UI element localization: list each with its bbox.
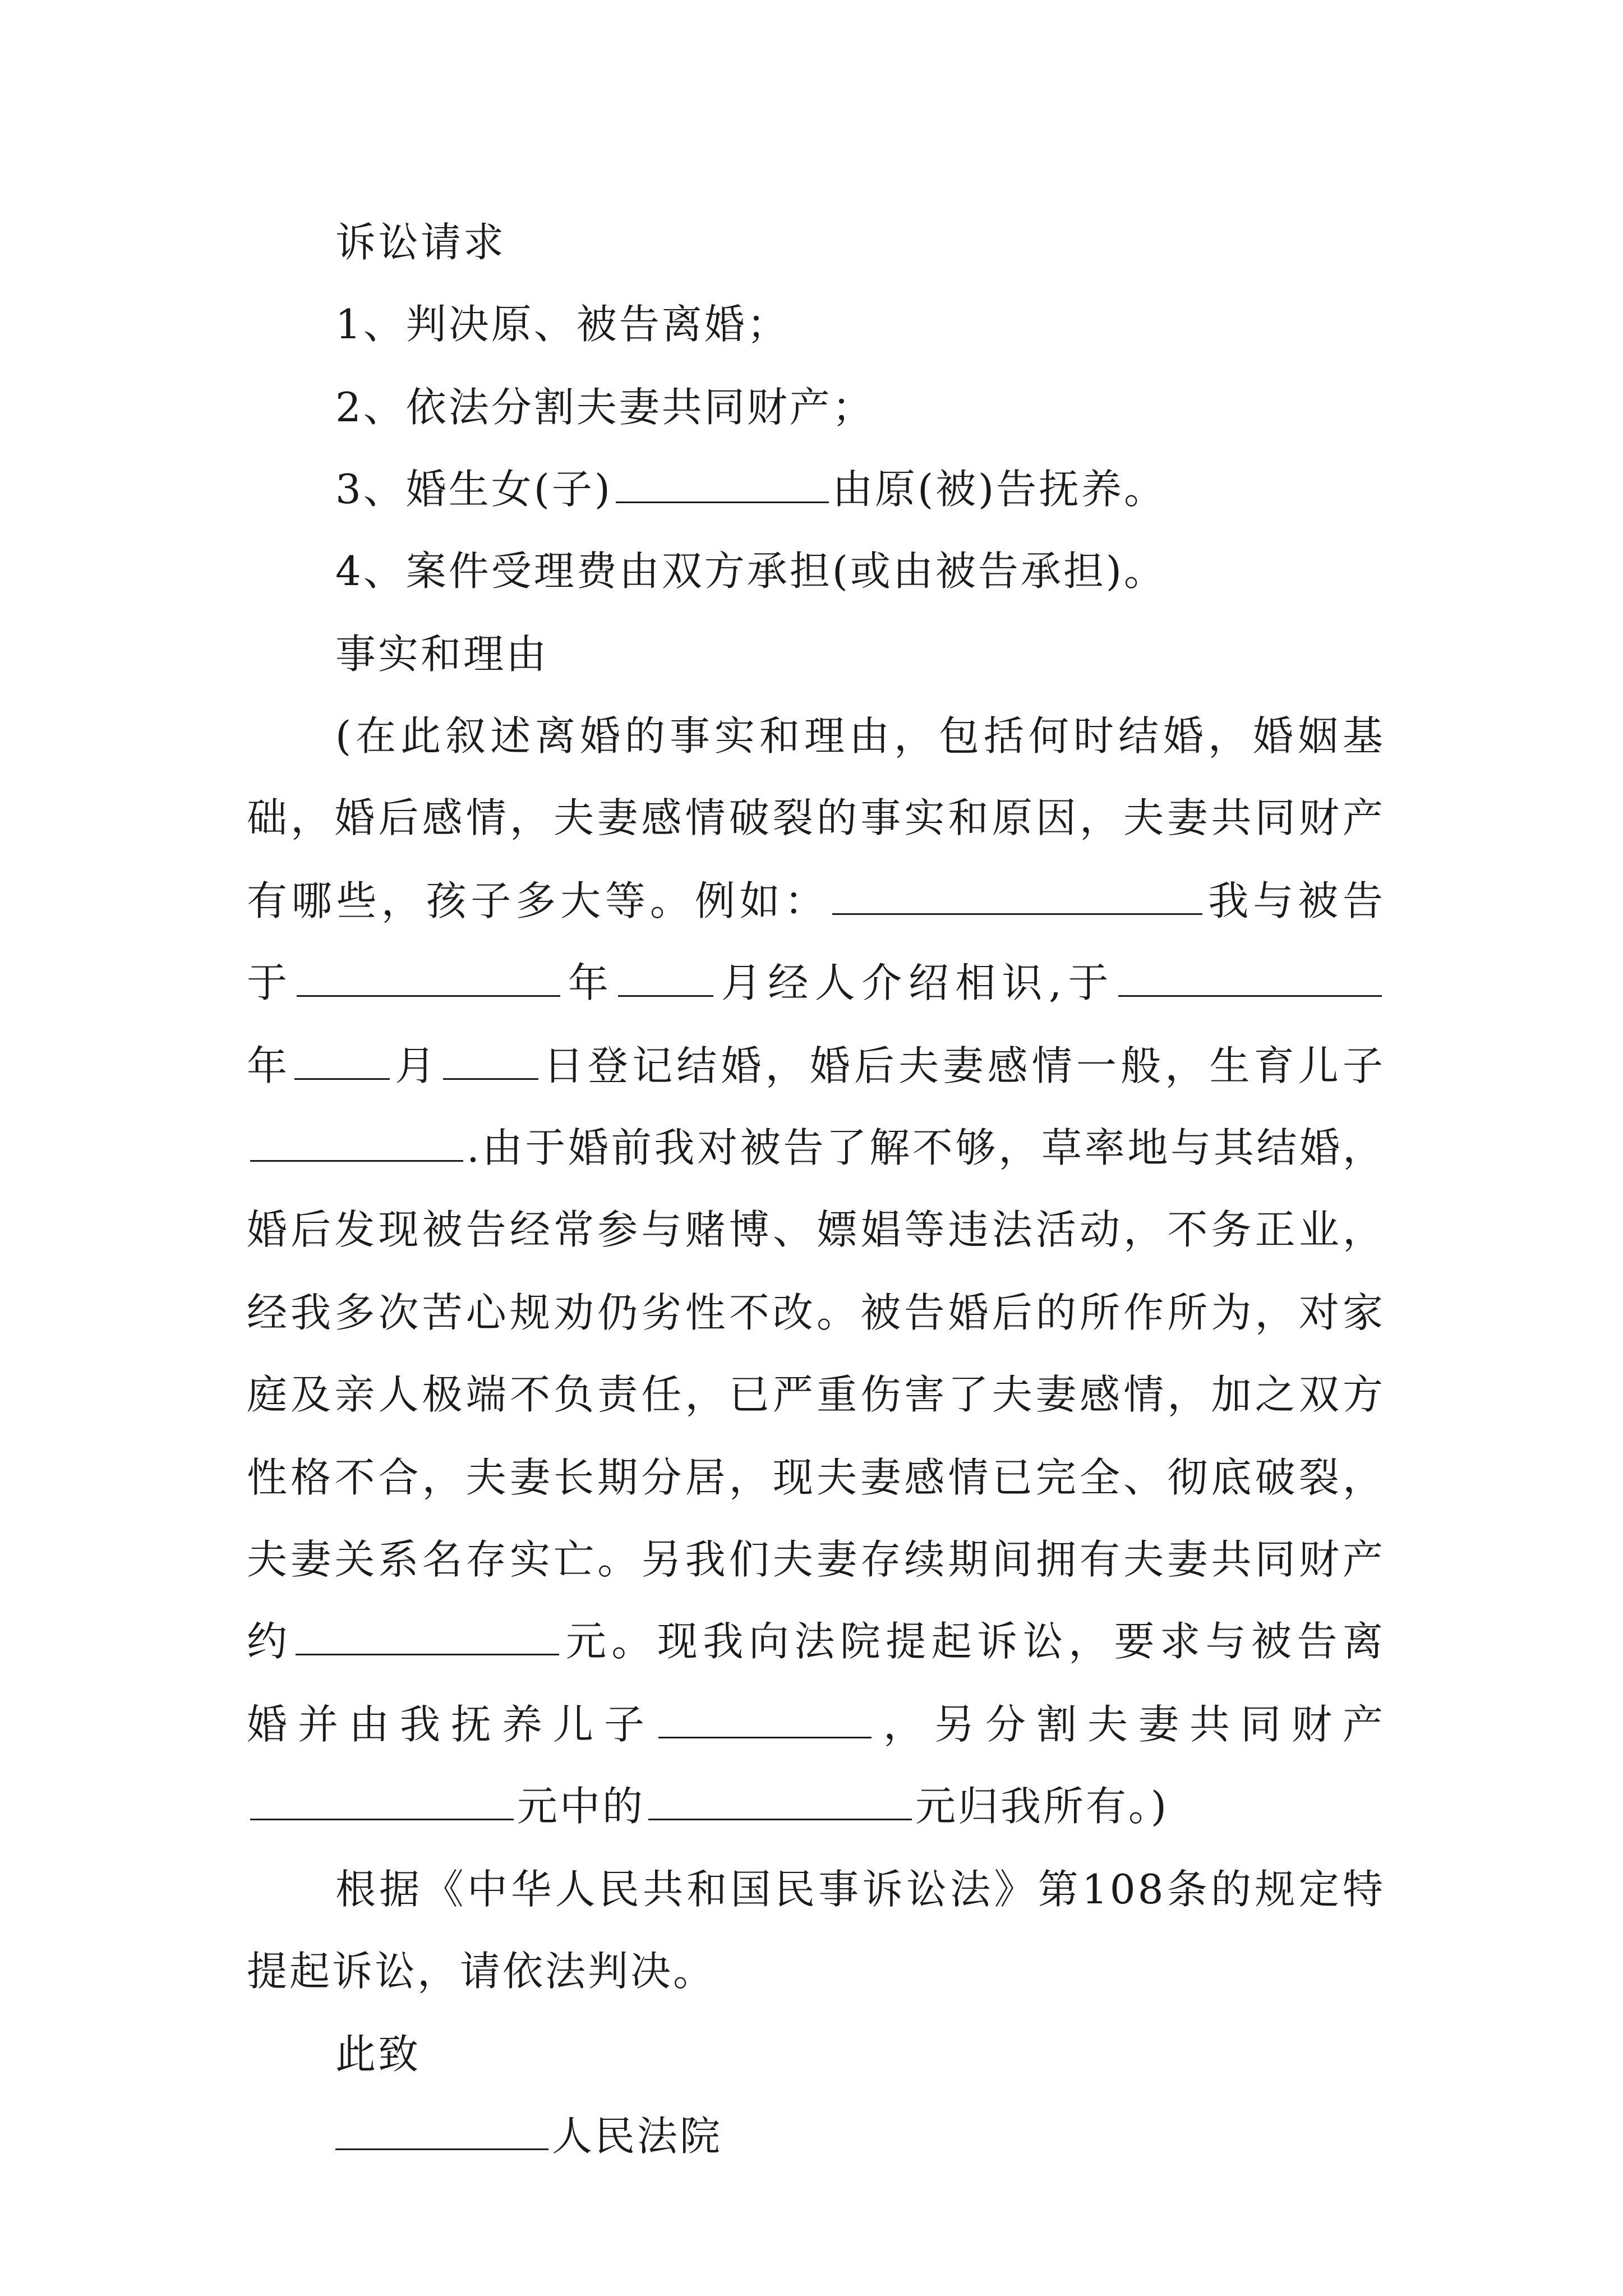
- custody-son-blank[interactable]: [658, 1696, 872, 1738]
- facts-line-10: 性格不合，夫妻长期分居，现夫妻感情已完全、彻底破裂，: [247, 1454, 1385, 1501]
- facts-line-2: 础，婚后感情，夫妻感情破裂的事实和原因，夫妻共同财产: [247, 794, 1385, 841]
- total-property-blank[interactable]: [250, 1778, 514, 1820]
- facts-line-12: 约 元。现我向法院提起诉讼，要求与被告离: [247, 1608, 1385, 1675]
- son-name-blank[interactable]: [250, 1120, 463, 1162]
- facts-heading: 事实和理由: [335, 631, 549, 678]
- claim-item-4: 4、案件受理费由双方承担(或由被告承担)。: [335, 547, 1166, 595]
- claim-item-2: 2、依法分割夫妻共同财产；: [335, 384, 875, 431]
- property-amount-blank[interactable]: [296, 1613, 559, 1655]
- facts-line-13: 婚并由我抚养儿子 ，另分割夫妻共同财产: [247, 1691, 1385, 1758]
- claims-heading: 诉讼请求: [335, 219, 506, 266]
- legal-basis-line-2: 提起诉讼，请依法判决。: [247, 1948, 716, 1995]
- facts-line-7: 婚后发现被告经常参与赌博、嫖娼等违法活动，不务正业，: [247, 1206, 1385, 1253]
- facts-line-1: (在此叙述离婚的事实和理由，包括何时结婚，婚姻基: [335, 712, 1385, 760]
- court-name-blank[interactable]: [335, 2108, 548, 2150]
- facts-line-11: 夫妻关系名存实亡。另我们夫妻存续期间拥有夫妻共同财产: [247, 1536, 1385, 1583]
- closing-salutation: 此致: [335, 2031, 421, 2078]
- facts-line-9: 庭及亲人极端不负责任，已严重伤害了夫妻感情，加之双方: [247, 1371, 1385, 1418]
- facts-line-14: 元中的 元归我所有。): [247, 1773, 1385, 1840]
- marriage-year-blank[interactable]: [1118, 955, 1382, 997]
- facts-line-6: .由于婚前我对被告了解不够，草率地与其结婚，: [247, 1114, 1385, 1181]
- facts-line-5: 年 月 日登记结婚，婚后夫妻感情一般，生育儿子: [247, 1032, 1385, 1099]
- marriage-day-blank[interactable]: [443, 1038, 538, 1080]
- meet-month-blank[interactable]: [618, 955, 713, 997]
- child-name-blank[interactable]: [616, 461, 829, 503]
- facts-line-3: 有哪些，孩子多大等。例如： 我与被告: [247, 867, 1385, 935]
- example-blank[interactable]: [832, 873, 1202, 915]
- claim-item-1: 1、判决原、被告离婚；: [335, 301, 790, 348]
- facts-line-8: 经我多次苦心规劝仍劣性不改。被告婚后的所作所为，对家: [247, 1289, 1385, 1336]
- legal-basis-line-1: 根据《中华人民共和国民事诉讼法》第108条的规定特: [335, 1866, 1385, 1913]
- meet-year-blank[interactable]: [297, 955, 560, 997]
- marriage-month-blank[interactable]: [294, 1038, 390, 1080]
- court-line: 人民法院: [335, 2102, 1385, 2170]
- claim-item-3: 3、婚生女(子) 由原(被)告抚养。: [335, 455, 1385, 523]
- facts-line-4: 于 年 月经人介绍相识,于: [247, 949, 1385, 1016]
- share-property-blank[interactable]: [648, 1778, 912, 1820]
